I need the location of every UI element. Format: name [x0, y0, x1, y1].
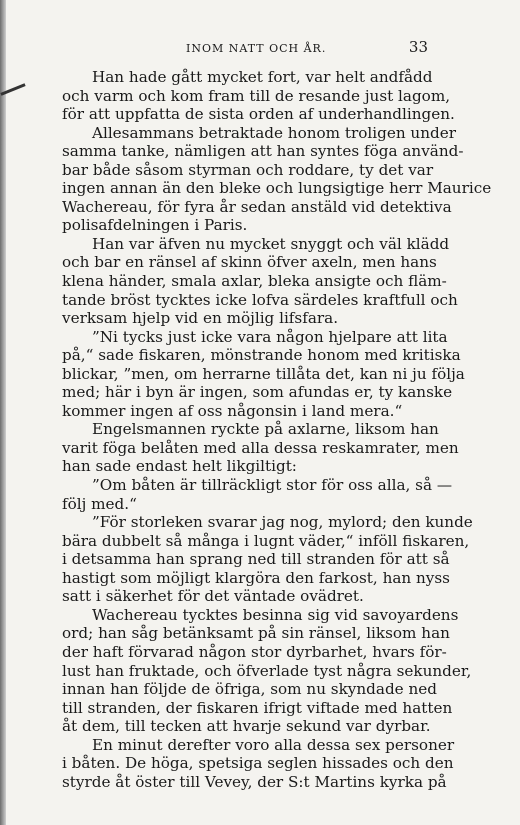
text-line: åt dem, till tecken att hvarje sekund var dyrbar.: [62, 717, 431, 736]
text-line: han sade endast helt likgiltigt:: [62, 457, 297, 476]
text-line: ”För storleken svarar jag nog, mylord; den kunde: [92, 513, 473, 532]
text-line: lust han fruktade, och öfverlade tyst några sekunder,: [62, 661, 472, 680]
page-number: 33: [408, 38, 428, 56]
text-line: En minut derefter voro alla dessa sex personer: [92, 735, 455, 754]
text-line: bar både såsom styrman och roddare, ty det var: [62, 160, 434, 179]
text-line: ord; han såg betänksamt på sin ränsel, liksom han: [62, 624, 450, 643]
text-line: Han hade gått mycket fort, var helt andfådd: [92, 68, 433, 86]
text-line: Han var äfven nu mycket snyggt och väl klädd: [92, 234, 450, 253]
text-line: ingen annan än den bleke och lungsigtige herr Maurice: [62, 179, 492, 198]
text-line: kommer ingen af oss någonsin i land mera.“: [62, 401, 403, 420]
running-head: INOM NATT OCH ÅR.: [186, 42, 327, 55]
text-line: hastigt som möjligt klargöra den farkost, han nyss: [62, 568, 450, 587]
text-line: tande bröst tycktes icke lofva särdeles kraftfull och: [62, 290, 458, 309]
text-line: för att uppfatta de sista orden af underhandlingen.: [62, 105, 455, 124]
text-line: klena händer, smala axlar, bleka ansigte och fläm-: [62, 272, 447, 291]
text-line: Wachereau, för fyra år sedan anstäld vid detektiva: [62, 197, 452, 216]
text-line: följ med.“: [62, 494, 137, 513]
text-line: samma tanke, nämligen att han syntes föga använd-: [62, 142, 464, 161]
text-line: bära dubbelt så många i lugnt väder,“ inföll fiskaren,: [62, 531, 470, 550]
text-line: polisafdelningen i Paris.: [62, 216, 248, 235]
text-line: med; här i byn är ingen, som afundas er, ty kanske: [62, 383, 453, 402]
text-line: ”Om båten är tillräckligt stor för oss alla, så —: [92, 476, 453, 495]
text-line: i detsamma han sprang ned till stranden för att så: [62, 550, 450, 569]
text-line: Allesammans betraktade honom troligen under: [92, 123, 456, 142]
page-edge: [0, 0, 6, 825]
text-line: i båten. De höga, spetsiga seglen hissades och den: [62, 754, 454, 773]
text-line: och varm och kom fram till de resande just lagom,: [62, 86, 451, 105]
text-line: verksam hjelp vid en möjlig lifsfara.: [62, 309, 339, 328]
text-line: blickar, ”men, om herrarne tillåta det, kan ni ju följa: [62, 364, 465, 383]
text-line: varit föga belåten med alla dessa reskamrater, men: [62, 438, 459, 457]
body-text: [62, 68, 492, 791]
text-line: på,“ sade fiskaren, mönstrande honom med kritiska: [62, 346, 461, 365]
page-header: [90, 38, 430, 58]
text-line: Engelsmannen ryckte på axlarne, liksom han: [92, 420, 439, 439]
text-line: och bar en ränsel af skinn öfver axeln, men hans: [62, 253, 437, 272]
text-line: styrde åt öster till Vevey, der S:t Martins kyrka på: [62, 772, 447, 791]
text-line: satt i säkerhet för det väntade ovädret.: [62, 587, 364, 606]
text-line: ”Ni tycks just icke vara någon hjelpare att lita: [92, 327, 448, 346]
text-line: innan han följde de öfriga, som nu skyndade ned: [62, 680, 437, 699]
text-line: der haft förvarad någon stor dyrbarhet, hvars för-: [62, 642, 447, 661]
text-line: till stranden, der fiskaren ifrigt viftade med hatten: [62, 698, 453, 717]
text-line: Wachereau tycktes besinna sig vid savoyardens: [92, 605, 459, 624]
